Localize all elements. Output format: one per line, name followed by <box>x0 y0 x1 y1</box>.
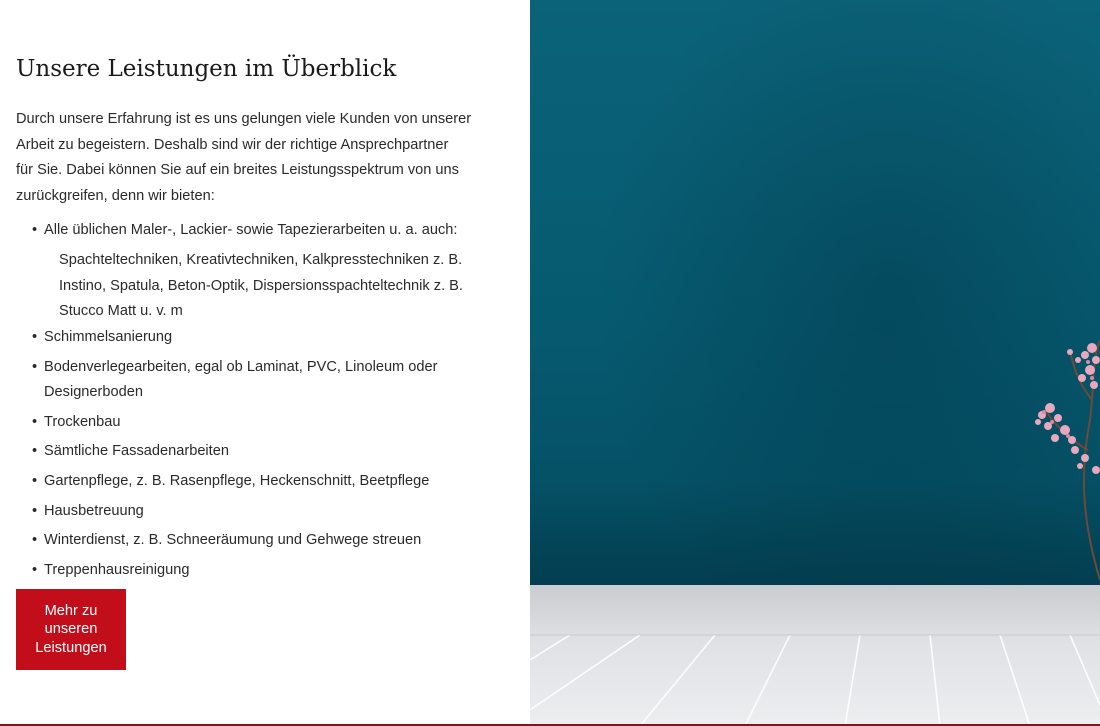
service-item-flooring <box>32 355 438 381</box>
bullet-icon: • <box>32 222 38 238</box>
service-text: Sämtliche Fassadenarbeiten <box>44 443 229 459</box>
intro-line: für Sie. Dabei können Sie auf ein breites Leistungsspektrum von uns <box>16 162 459 179</box>
services-section <box>0 0 530 726</box>
service-item-stairwell <box>32 558 190 584</box>
more-services-button-label: Mehr zu unseren Leistungen <box>35 602 107 656</box>
bullet-icon: • <box>32 561 38 578</box>
intro-line: zurückgreifen, denn wir bieten: <box>16 187 215 204</box>
bullet-icon: • <box>32 329 38 345</box>
bullet-icon: • <box>32 358 38 375</box>
service-text: Schimmelsanierung <box>44 329 173 345</box>
service-text: Trockenbau <box>44 413 121 430</box>
teal-wall-with-blossom-branch-image <box>530 0 1100 726</box>
service-item-painting <box>32 218 458 244</box>
bullet-icon: • <box>32 502 38 519</box>
section-heading: Unsere Leistungen im Überblick <box>16 56 397 82</box>
blossom-branch-icon <box>1030 330 1100 590</box>
bullet-icon: • <box>32 413 38 430</box>
service-item-drywall <box>32 410 121 436</box>
service-text: Bodenverlegearbeiten, egal ob Laminat, PVC, Linoleum oder <box>44 358 438 375</box>
service-item-garden <box>32 469 430 495</box>
bullet-icon: • <box>32 532 38 548</box>
intro-line: Arbeit zu begeistern. Deshalb sind wir der richtige Ansprechpartner <box>16 136 449 153</box>
service-sub-line: Instino, Spatula, Beton-Optik, Dispersionsspachteltechnik z. B. <box>59 277 463 294</box>
service-item-winter <box>32 528 422 554</box>
bullet-icon: • <box>32 473 38 489</box>
service-item-flooring-cont <box>44 380 143 406</box>
intro-line: Durch unsere Erfahrung ist es uns gelungen viele Kunden von unserer <box>16 111 472 127</box>
intro-paragraph <box>16 107 478 209</box>
more-services-button[interactable] <box>16 589 126 670</box>
service-sub-line: Stucco Matt u. v. m <box>59 303 183 319</box>
service-item-mold <box>32 325 173 351</box>
service-item-house-care <box>32 499 144 525</box>
service-text: Hausbetreuung <box>44 502 144 519</box>
service-text: Alle üblichen Maler-, Lackier- sowie Tapezierarbeiten u. a. auch: <box>44 222 458 238</box>
service-item-facade <box>32 439 229 465</box>
service-text: Treppenhausreinigung <box>44 561 190 578</box>
service-sub-line: Spachteltechniken, Kreativtechniken, Kalkpresstechniken z. B. <box>59 252 463 268</box>
bullet-icon: • <box>32 443 38 459</box>
floor-boards <box>530 585 1100 726</box>
service-text: Gartenpflege, z. B. Rasenpflege, Heckenschnitt, Beetpflege <box>44 473 430 489</box>
service-text: Winterdienst, z. B. Schneeräumung und Gehwege streuen <box>44 532 422 548</box>
service-text: Designerboden <box>44 384 143 400</box>
floor-board-lines <box>530 585 1100 726</box>
wall-shadow <box>530 480 1100 585</box>
